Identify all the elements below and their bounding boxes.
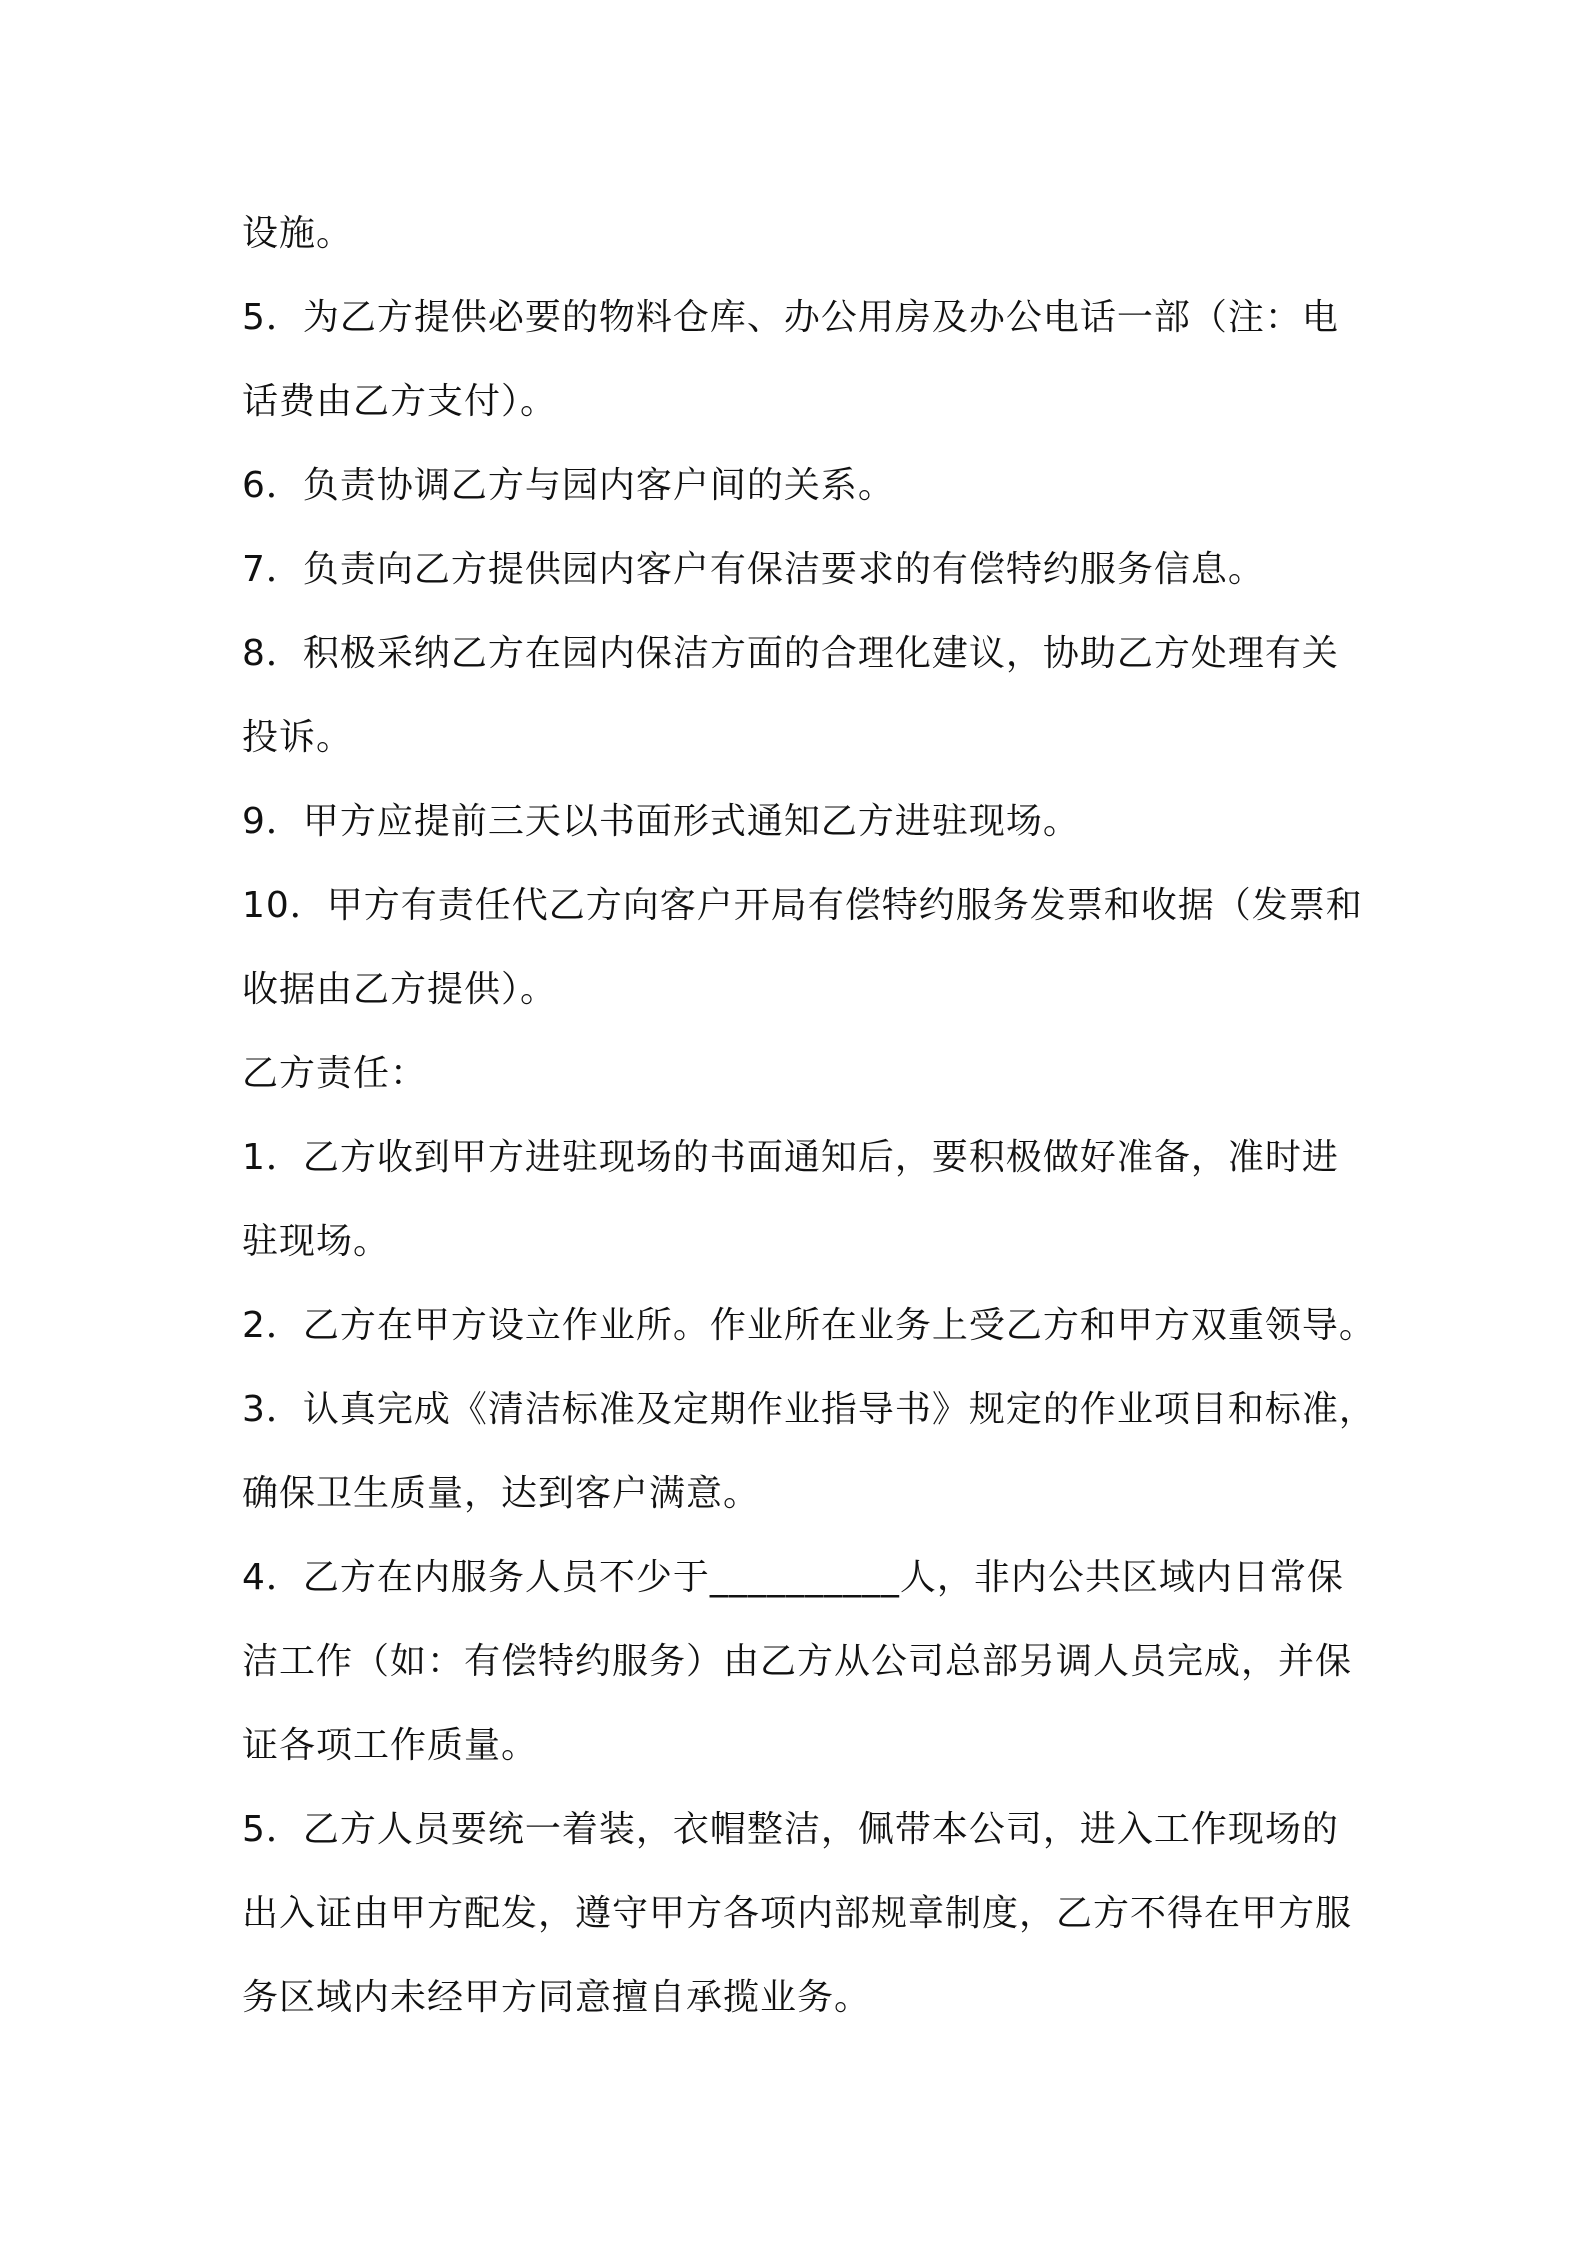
text-line: 话费由乙方支付）。 <box>242 381 558 422</box>
text-line: 投诉。 <box>242 717 354 758</box>
text-line: 5．为乙方提供必要的物料仓库、办公用房及办公电话一部（注：电 <box>242 297 1339 338</box>
text-line: 6．负责协调乙方与园内客户间的关系。 <box>242 465 895 506</box>
text-line: 2．乙方在甲方设立作业所。作业所在业务上受乙方和甲方双重领导。 <box>242 1305 1376 1346</box>
text-line: 8．积极采纳乙方在园内保洁方面的合理化建议，协助乙方处理有关 <box>242 633 1339 674</box>
text-line: 10．甲方有责任代乙方向客户开局有偿特约服务发票和收据（发票和 <box>242 885 1363 926</box>
text-line: 9．甲方应提前三天以书面形式通知乙方进驻现场。 <box>242 801 1080 842</box>
text-line: 务区域内未经甲方同意擅自承揽业务。 <box>242 1977 872 2018</box>
text-line: 设施。 <box>242 213 354 254</box>
document-body <box>242 192 1376 2040</box>
text-line: 出入证由甲方配发，遵守甲方各项内部规章制度，乙方不得在甲方服 <box>242 1893 1353 1934</box>
text-line: 洁工作（如：有偿特约服务）由乙方从公司总部另调人员完成，并保 <box>242 1641 1353 1682</box>
text-line: 4．乙方在内服务人员不少于__________人，非内公共区域内日常保 <box>242 1557 1344 1598</box>
text-line: 证各项工作质量。 <box>242 1725 539 1766</box>
text-line: 驻现场。 <box>242 1221 391 1262</box>
text-line: 3．认真完成《清洁标准及定期作业指导书》规定的作业项目和标准， <box>242 1389 1376 1430</box>
text-line: 收据由乙方提供）。 <box>242 969 558 1010</box>
text-line: 5．乙方人员要统一着装，衣帽整洁，佩带本公司，进入工作现场的 <box>242 1809 1339 1850</box>
text-line: 1．乙方收到甲方进驻现场的书面通知后，要积极做好准备，准时进 <box>242 1137 1339 1178</box>
text-line: 7．负责向乙方提供园内客户有保洁要求的有偿特约服务信息。 <box>242 549 1265 590</box>
section-heading: 乙方责任： <box>242 1053 428 1094</box>
text-line: 确保卫生质量，达到客户满意。 <box>242 1473 761 1514</box>
